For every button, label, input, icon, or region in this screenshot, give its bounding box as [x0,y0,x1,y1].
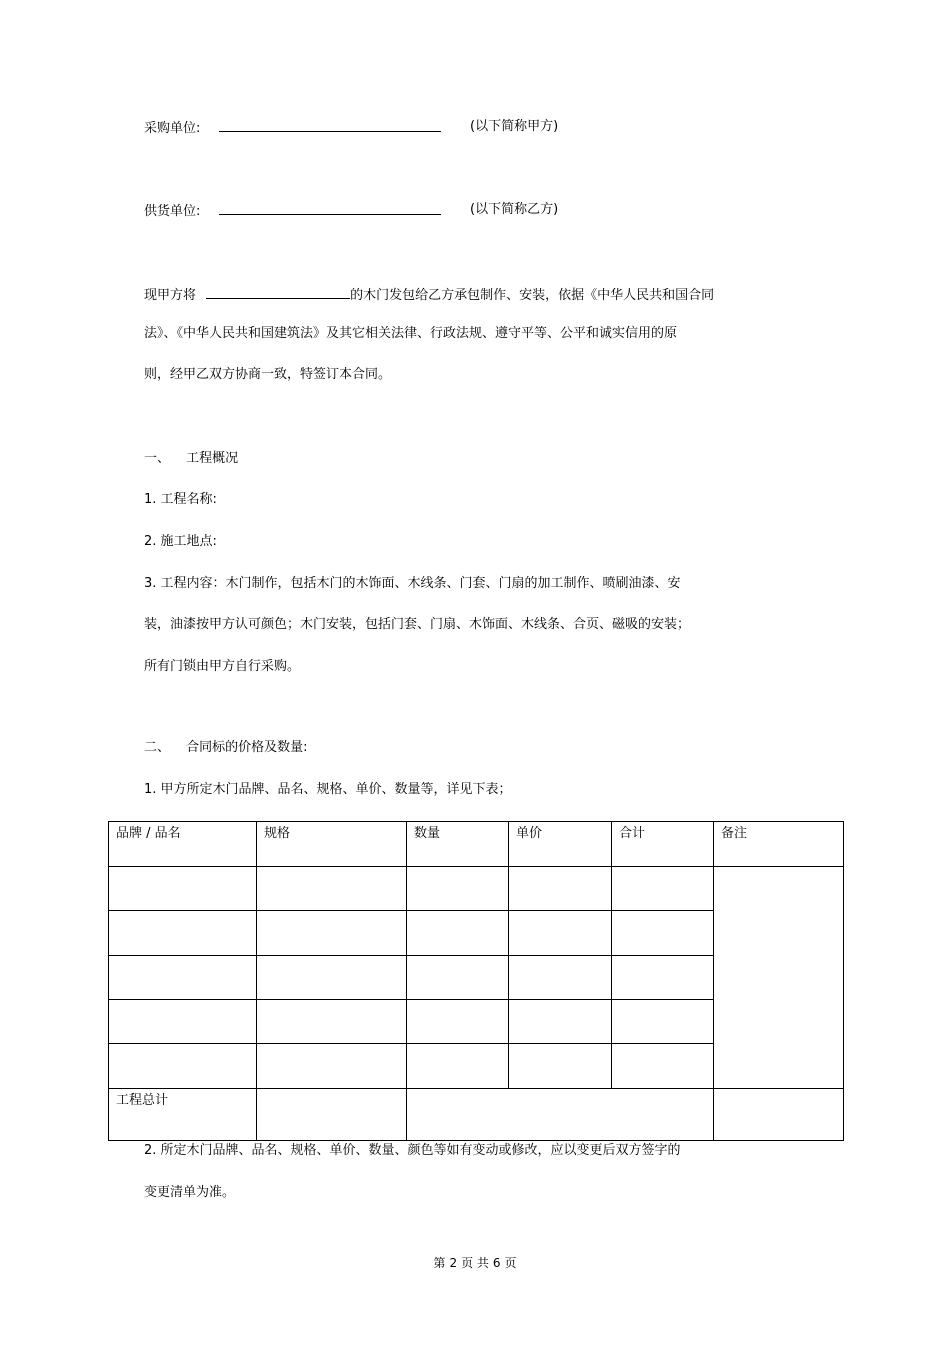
header-spec: 规格 [257,822,407,867]
cell-unit-price[interactable] [509,867,612,911]
section1-num: 一、 [144,451,171,466]
cell-brand[interactable] [109,956,257,1000]
buyer-line [144,119,441,137]
intro-line-1 [144,286,714,304]
buyer-label: 采购单位: [144,121,201,136]
cell-quantity[interactable] [407,867,509,911]
intro-line-3: 则，经甲乙双方协商一致，特签订本合同。 [144,367,392,382]
cell-subtotal[interactable] [612,867,714,911]
project-blank[interactable] [206,286,350,299]
section2-heading [144,740,308,756]
header-unit-price: 单价 [509,822,612,867]
section1-item-3-line2: 装，油漆按甲方认可颜色；木门安装，包括门套、门扇、木饰面、木线条、合页、磁吸的安装； [144,617,691,632]
page-mid: 页 共 [461,1256,489,1270]
section1-item-3-line1: 3. 工程内容：木门制作，包括木门的木饰面、木线条、门套、门扇的加工制作、喷刷油漆、安 [144,576,681,591]
intro-prefix: 现甲方将 [144,288,197,303]
page-total: 6 [492,1256,501,1270]
total-spec-cell[interactable] [257,1089,407,1141]
table-header-row [109,822,844,867]
table-total-row [109,1089,844,1141]
buyer-note: (以下简称甲方) [470,119,559,134]
total-amount-cell[interactable] [407,1089,714,1141]
page-prefix: 第 [433,1256,446,1270]
section2-item-2-line2: 变更清单为准。 [144,1185,236,1200]
cell-remark[interactable] [714,867,844,1089]
section1-item-2: 2. 施工地点: [144,534,217,549]
cell-brand[interactable] [109,1044,257,1089]
header-remark: 备注 [714,822,844,867]
price-table [108,821,844,1141]
total-remark-cell[interactable] [714,1089,844,1141]
supplier-note: (以下简称乙方) [470,202,559,217]
header-brand: 品牌 / 品名 [109,822,257,867]
section1-heading [144,451,238,467]
cell-unit-price[interactable] [509,956,612,1000]
supplier-label: 供货单位: [144,204,201,219]
table-row [109,867,844,911]
cell-quantity[interactable] [407,1000,509,1044]
cell-spec[interactable] [257,911,407,956]
section1-item-1: 1. 工程名称: [144,492,217,507]
section1-title: 工程概况 [186,451,239,466]
supplier-line [144,202,441,220]
cell-subtotal[interactable] [612,956,714,1000]
cell-spec[interactable] [257,1000,407,1044]
cell-unit-price[interactable] [509,1000,612,1044]
header-subtotal: 合计 [612,822,714,867]
cell-quantity[interactable] [407,956,509,1000]
section2-num: 二、 [144,740,171,755]
section2-title: 合同标的价格及数量: [186,740,308,755]
section2-item-2-line1: 2. 所定木门品牌、品名、规格、单价、数量、颜色等如有变动或修改，应以变更后双方签字的 [144,1143,681,1158]
cell-spec[interactable] [257,956,407,1000]
cell-quantity[interactable] [407,1044,509,1089]
cell-subtotal[interactable] [612,1000,714,1044]
cell-brand[interactable] [109,1000,257,1044]
cell-spec[interactable] [257,867,407,911]
cell-subtotal[interactable] [612,911,714,956]
cell-quantity[interactable] [407,911,509,956]
section1-item-3-line3: 所有门锁由甲方自行采购。 [144,659,301,674]
buyer-blank[interactable] [219,119,441,132]
header-quantity: 数量 [407,822,509,867]
cell-subtotal[interactable] [612,1044,714,1089]
section2-item-1: 1. 甲方所定木门品牌、品名、规格、单价、数量等，详见下表； [144,782,512,797]
page-suffix: 页 [504,1256,517,1270]
total-label: 工程总计 [109,1089,257,1141]
page-footer [0,1254,950,1271]
cell-unit-price[interactable] [509,911,612,956]
cell-unit-price[interactable] [509,1044,612,1089]
intro-line-2: 法》、《中华人民共和国建筑法》及其它相关法律、行政法规、遵守平等、公平和诚实信用的原 [144,326,678,341]
cell-spec[interactable] [257,1044,407,1089]
supplier-blank[interactable] [219,202,441,215]
cell-brand[interactable] [109,867,257,911]
intro-suffix: 的木门发包给乙方承包制作、安装，依据《中华人民共和国合同 [350,288,715,303]
page-number: 2 [449,1256,458,1270]
cell-brand[interactable] [109,911,257,956]
